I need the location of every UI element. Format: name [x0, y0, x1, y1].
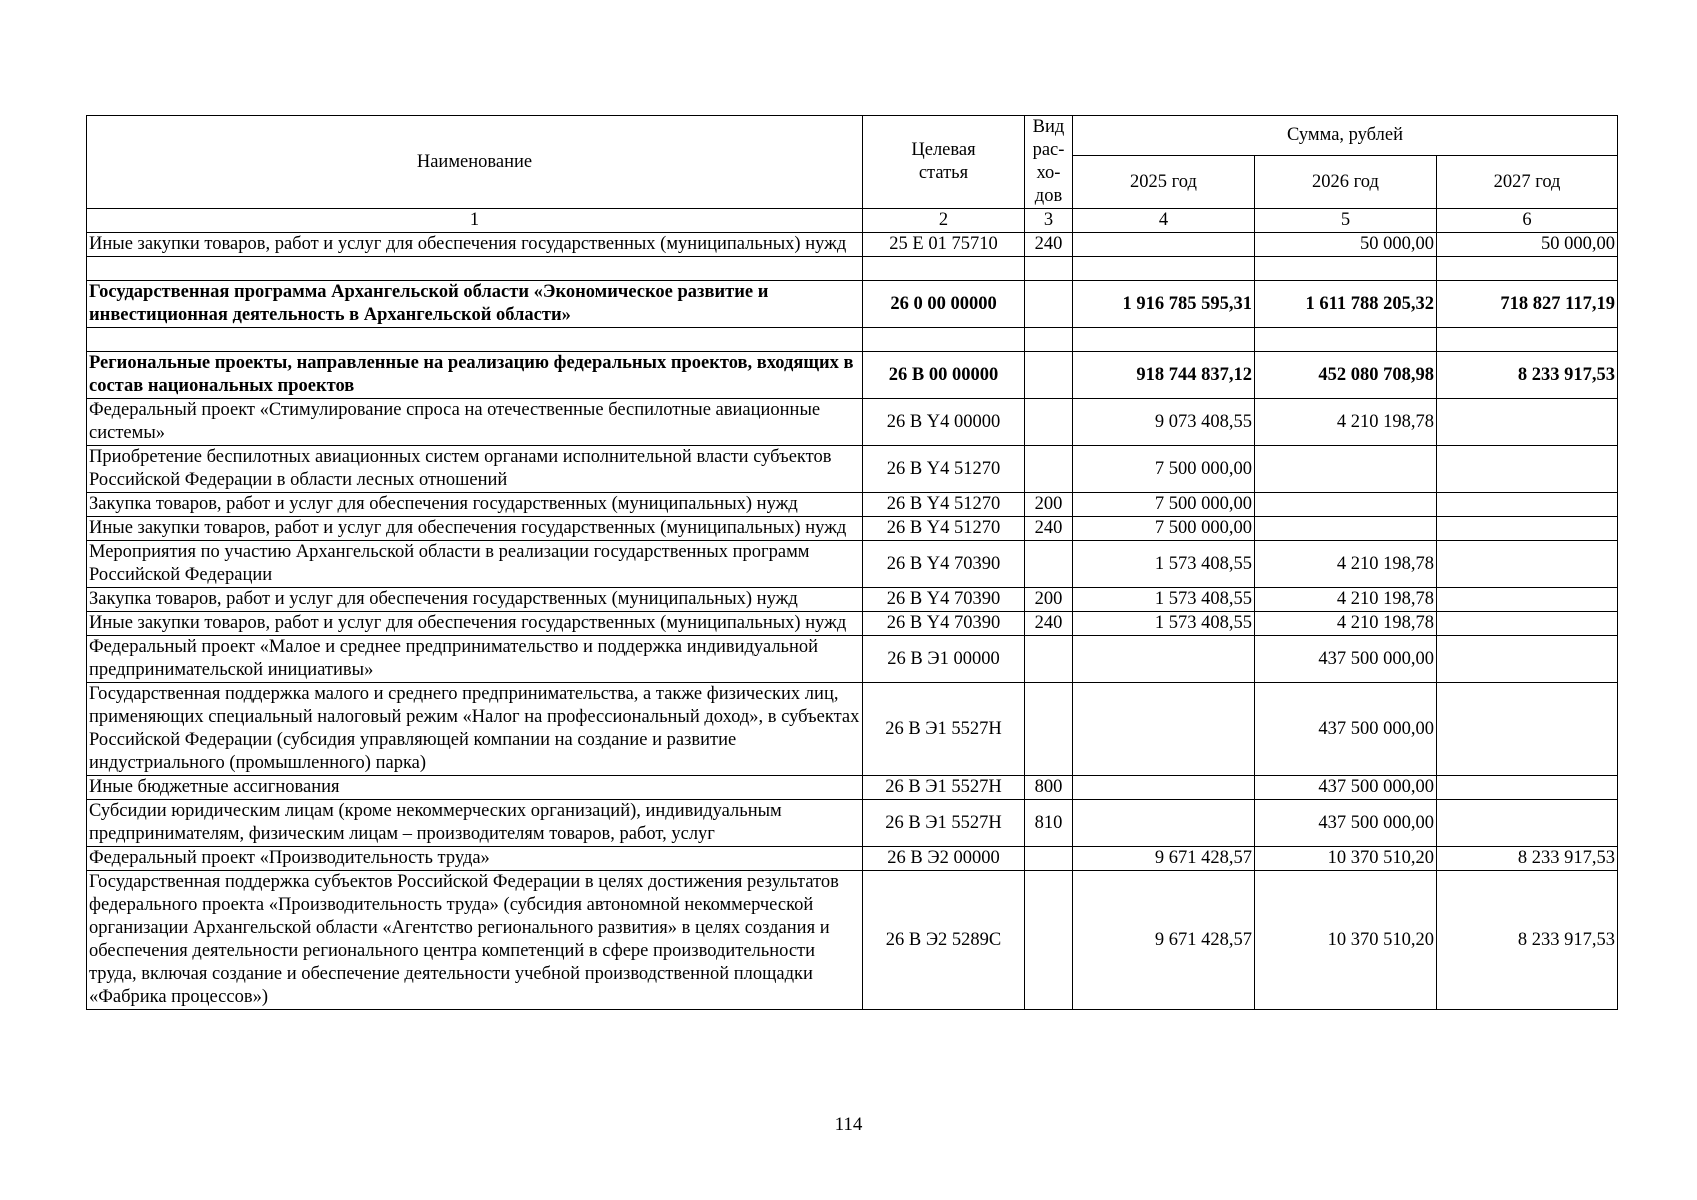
row-sum-2026: 437 500 000,00 — [1255, 800, 1437, 847]
table-row — [87, 257, 1618, 281]
row-sum-2027: 8 233 917,53 — [1437, 847, 1618, 871]
row-sum-2027 — [1437, 493, 1618, 517]
row-sum-2027: 8 233 917,53 — [1437, 871, 1618, 1010]
row-sum-2026 — [1255, 328, 1437, 352]
row-sum-2025 — [1073, 328, 1255, 352]
row-expense-type — [1025, 871, 1073, 1010]
column-number: 5 — [1255, 209, 1437, 233]
page-number: 114 — [834, 1114, 863, 1135]
row-sum-2027 — [1437, 776, 1618, 800]
row-sum-2026: 437 500 000,00 — [1255, 683, 1437, 776]
row-target-code — [863, 328, 1025, 352]
row-name: Федеральный проект «Стимулирование спроса на отечественные беспилотные авиационные системы» — [87, 399, 863, 446]
row-sum-2027: 8 233 917,53 — [1437, 352, 1618, 399]
header-year-2026: 2026 год — [1255, 156, 1437, 209]
row-sum-2027 — [1437, 612, 1618, 636]
row-target-code: 26 В Э1 5527Н — [863, 776, 1025, 800]
row-sum-2026: 10 370 510,20 — [1255, 871, 1437, 1010]
row-sum-2025 — [1073, 636, 1255, 683]
row-target-code: 25 Е 01 75710 — [863, 233, 1025, 257]
row-expense-type: 240 — [1025, 612, 1073, 636]
row-name: Приобретение беспилотных авиационных систем органами исполнительной власти субъектов Российской Федерации в области лесных отношений — [87, 446, 863, 493]
row-sum-2027 — [1437, 517, 1618, 541]
table-row — [87, 446, 1618, 493]
row-target-code: 26 В Y4 70390 — [863, 588, 1025, 612]
table-row — [87, 636, 1618, 683]
row-sum-2027 — [1437, 399, 1618, 446]
row-expense-type: 200 — [1025, 493, 1073, 517]
row-target-code: 26 В Э1 5527Н — [863, 800, 1025, 847]
row-expense-type: 810 — [1025, 800, 1073, 847]
row-sum-2025: 7 500 000,00 — [1073, 446, 1255, 493]
row-name — [87, 257, 863, 281]
row-name — [87, 328, 863, 352]
row-sum-2025 — [1073, 800, 1255, 847]
budget-table — [86, 115, 1618, 1010]
row-name: Закупка товаров, работ и услуг для обеспечения государственных (муниципальных) нужд — [87, 588, 863, 612]
header-target: Целевая статья — [863, 116, 1025, 209]
table-row — [87, 541, 1618, 588]
column-number-row — [87, 209, 1618, 233]
header-year-2025: 2025 год — [1073, 156, 1255, 209]
row-sum-2027 — [1437, 541, 1618, 588]
header-year-2027: 2027 год — [1437, 156, 1618, 209]
table-row — [87, 399, 1618, 446]
row-target-code: 26 В Y4 00000 — [863, 399, 1025, 446]
row-name: Субсидии юридическим лицам (кроме некоммерческих организаций), индивидуальным предпринимателям, физическим лицам – производителям товаров, работ, услуг — [87, 800, 863, 847]
table-row — [87, 493, 1618, 517]
row-target-code: 26 В 00 00000 — [863, 352, 1025, 399]
row-sum-2025: 9 671 428,57 — [1073, 847, 1255, 871]
row-sum-2026: 452 080 708,98 — [1255, 352, 1437, 399]
row-sum-2026 — [1255, 257, 1437, 281]
column-number: 1 — [87, 209, 863, 233]
row-sum-2027: 50 000,00 — [1437, 233, 1618, 257]
row-expense-type — [1025, 328, 1073, 352]
table-row — [87, 612, 1618, 636]
row-sum-2026: 437 500 000,00 — [1255, 636, 1437, 683]
row-target-code — [863, 257, 1025, 281]
row-sum-2025: 1 916 785 595,31 — [1073, 281, 1255, 328]
header-sum: Сумма, рублей — [1073, 116, 1618, 156]
column-number: 3 — [1025, 209, 1073, 233]
row-target-code: 26 В Э1 5527Н — [863, 683, 1025, 776]
row-name: Иные бюджетные ассигнования — [87, 776, 863, 800]
row-sum-2027 — [1437, 446, 1618, 493]
row-target-code: 26 В Y4 51270 — [863, 517, 1025, 541]
table-row — [87, 588, 1618, 612]
header-name: Наименование — [87, 116, 863, 209]
row-sum-2027 — [1437, 683, 1618, 776]
row-name: Федеральный проект «Производительность труда» — [87, 847, 863, 871]
row-sum-2027: 718 827 117,19 — [1437, 281, 1618, 328]
row-sum-2025: 9 073 408,55 — [1073, 399, 1255, 446]
row-target-code: 26 В Y4 51270 — [863, 493, 1025, 517]
row-sum-2026 — [1255, 517, 1437, 541]
row-expense-type: 200 — [1025, 588, 1073, 612]
row-name: Иные закупки товаров, работ и услуг для обеспечения государственных (муниципальных) нужд — [87, 612, 863, 636]
row-expense-type: 800 — [1025, 776, 1073, 800]
row-sum-2027 — [1437, 800, 1618, 847]
row-sum-2026: 4 210 198,78 — [1255, 588, 1437, 612]
row-expense-type — [1025, 446, 1073, 493]
table-row — [87, 352, 1618, 399]
row-target-code: 26 В Y4 70390 — [863, 612, 1025, 636]
row-target-code: 26 В Y4 51270 — [863, 446, 1025, 493]
row-sum-2025 — [1073, 233, 1255, 257]
row-target-code: 26 В Э1 00000 — [863, 636, 1025, 683]
row-sum-2025: 7 500 000,00 — [1073, 517, 1255, 541]
row-name: Государственная поддержка малого и среднего предпринимательства, а также физических лиц, применяющих специальный налоговый режим «Налог на профессиональный доход», в субъектах Российской Федерации (субсидия управляющей компании на создание и развитие индустриального (промышленного) парка) — [87, 683, 863, 776]
row-target-code: 26 В Y4 70390 — [863, 541, 1025, 588]
row-name: Федеральный проект «Малое и среднее предпринимательство и поддержка индивидуальной предпринимательской инициативы» — [87, 636, 863, 683]
row-name: Региональные проекты, направленные на реализацию федеральных проектов, входящих в состав национальных проектов — [87, 352, 863, 399]
row-name: Иные закупки товаров, работ и услуг для обеспечения государственных (муниципальных) нужд — [87, 233, 863, 257]
row-sum-2026 — [1255, 493, 1437, 517]
row-expense-type — [1025, 683, 1073, 776]
header-vid: Вид рас-хо-дов — [1025, 116, 1073, 209]
row-sum-2025 — [1073, 776, 1255, 800]
row-sum-2026: 4 210 198,78 — [1255, 399, 1437, 446]
row-sum-2026: 4 210 198,78 — [1255, 541, 1437, 588]
row-sum-2026: 50 000,00 — [1255, 233, 1437, 257]
row-name: Государственная поддержка субъектов Российской Федерации в целях достижения результатов федерального проекта «Производительность труда» (субсидия автономной некоммерческой организации Архангельской области «Агентство регионального развития» в целях создания и обеспечения деятельности регионального центра компетенций в сфере производительности труда, включая создание и обеспечение деятельности учебной производственной площадки «Фабрика процессов») — [87, 871, 863, 1010]
table-body — [87, 233, 1618, 1010]
table-row — [87, 847, 1618, 871]
row-expense-type — [1025, 257, 1073, 281]
table-row — [87, 233, 1618, 257]
row-expense-type — [1025, 352, 1073, 399]
table-row — [87, 800, 1618, 847]
row-target-code: 26 В Э2 5289С — [863, 871, 1025, 1010]
row-sum-2027 — [1437, 636, 1618, 683]
row-name: Государственная программа Архангельской области «Экономическое развитие и инвестиционная деятельность в Архангельской области» — [87, 281, 863, 328]
row-sum-2026: 1 611 788 205,32 — [1255, 281, 1437, 328]
row-expense-type — [1025, 541, 1073, 588]
row-sum-2025 — [1073, 683, 1255, 776]
row-expense-type — [1025, 847, 1073, 871]
table-row — [87, 683, 1618, 776]
row-sum-2027 — [1437, 588, 1618, 612]
row-sum-2025: 918 744 837,12 — [1073, 352, 1255, 399]
table-row — [87, 871, 1618, 1010]
row-expense-type — [1025, 281, 1073, 328]
table-row — [87, 776, 1618, 800]
row-expense-type: 240 — [1025, 517, 1073, 541]
row-sum-2025: 9 671 428,57 — [1073, 871, 1255, 1010]
row-target-code: 26 В Э2 00000 — [863, 847, 1025, 871]
column-number: 6 — [1437, 209, 1618, 233]
row-sum-2025: 1 573 408,55 — [1073, 612, 1255, 636]
row-target-code: 26 0 00 00000 — [863, 281, 1025, 328]
row-sum-2025 — [1073, 257, 1255, 281]
row-sum-2026: 4 210 198,78 — [1255, 612, 1437, 636]
table-row — [87, 517, 1618, 541]
table-row — [87, 328, 1618, 352]
column-number: 2 — [863, 209, 1025, 233]
row-sum-2025: 7 500 000,00 — [1073, 493, 1255, 517]
row-sum-2025: 1 573 408,55 — [1073, 588, 1255, 612]
column-number: 4 — [1073, 209, 1255, 233]
table-row — [87, 281, 1618, 328]
row-sum-2026: 437 500 000,00 — [1255, 776, 1437, 800]
row-expense-type — [1025, 399, 1073, 446]
row-expense-type — [1025, 636, 1073, 683]
row-name: Иные закупки товаров, работ и услуг для обеспечения государственных (муниципальных) нужд — [87, 517, 863, 541]
row-expense-type: 240 — [1025, 233, 1073, 257]
row-sum-2027 — [1437, 257, 1618, 281]
row-name: Мероприятия по участию Архангельской области в реализации государственных программ Российской Федерации — [87, 541, 863, 588]
row-sum-2025: 1 573 408,55 — [1073, 541, 1255, 588]
row-name: Закупка товаров, работ и услуг для обеспечения государственных (муниципальных) нужд — [87, 493, 863, 517]
row-sum-2026: 10 370 510,20 — [1255, 847, 1437, 871]
row-sum-2027 — [1437, 328, 1618, 352]
row-sum-2026 — [1255, 446, 1437, 493]
